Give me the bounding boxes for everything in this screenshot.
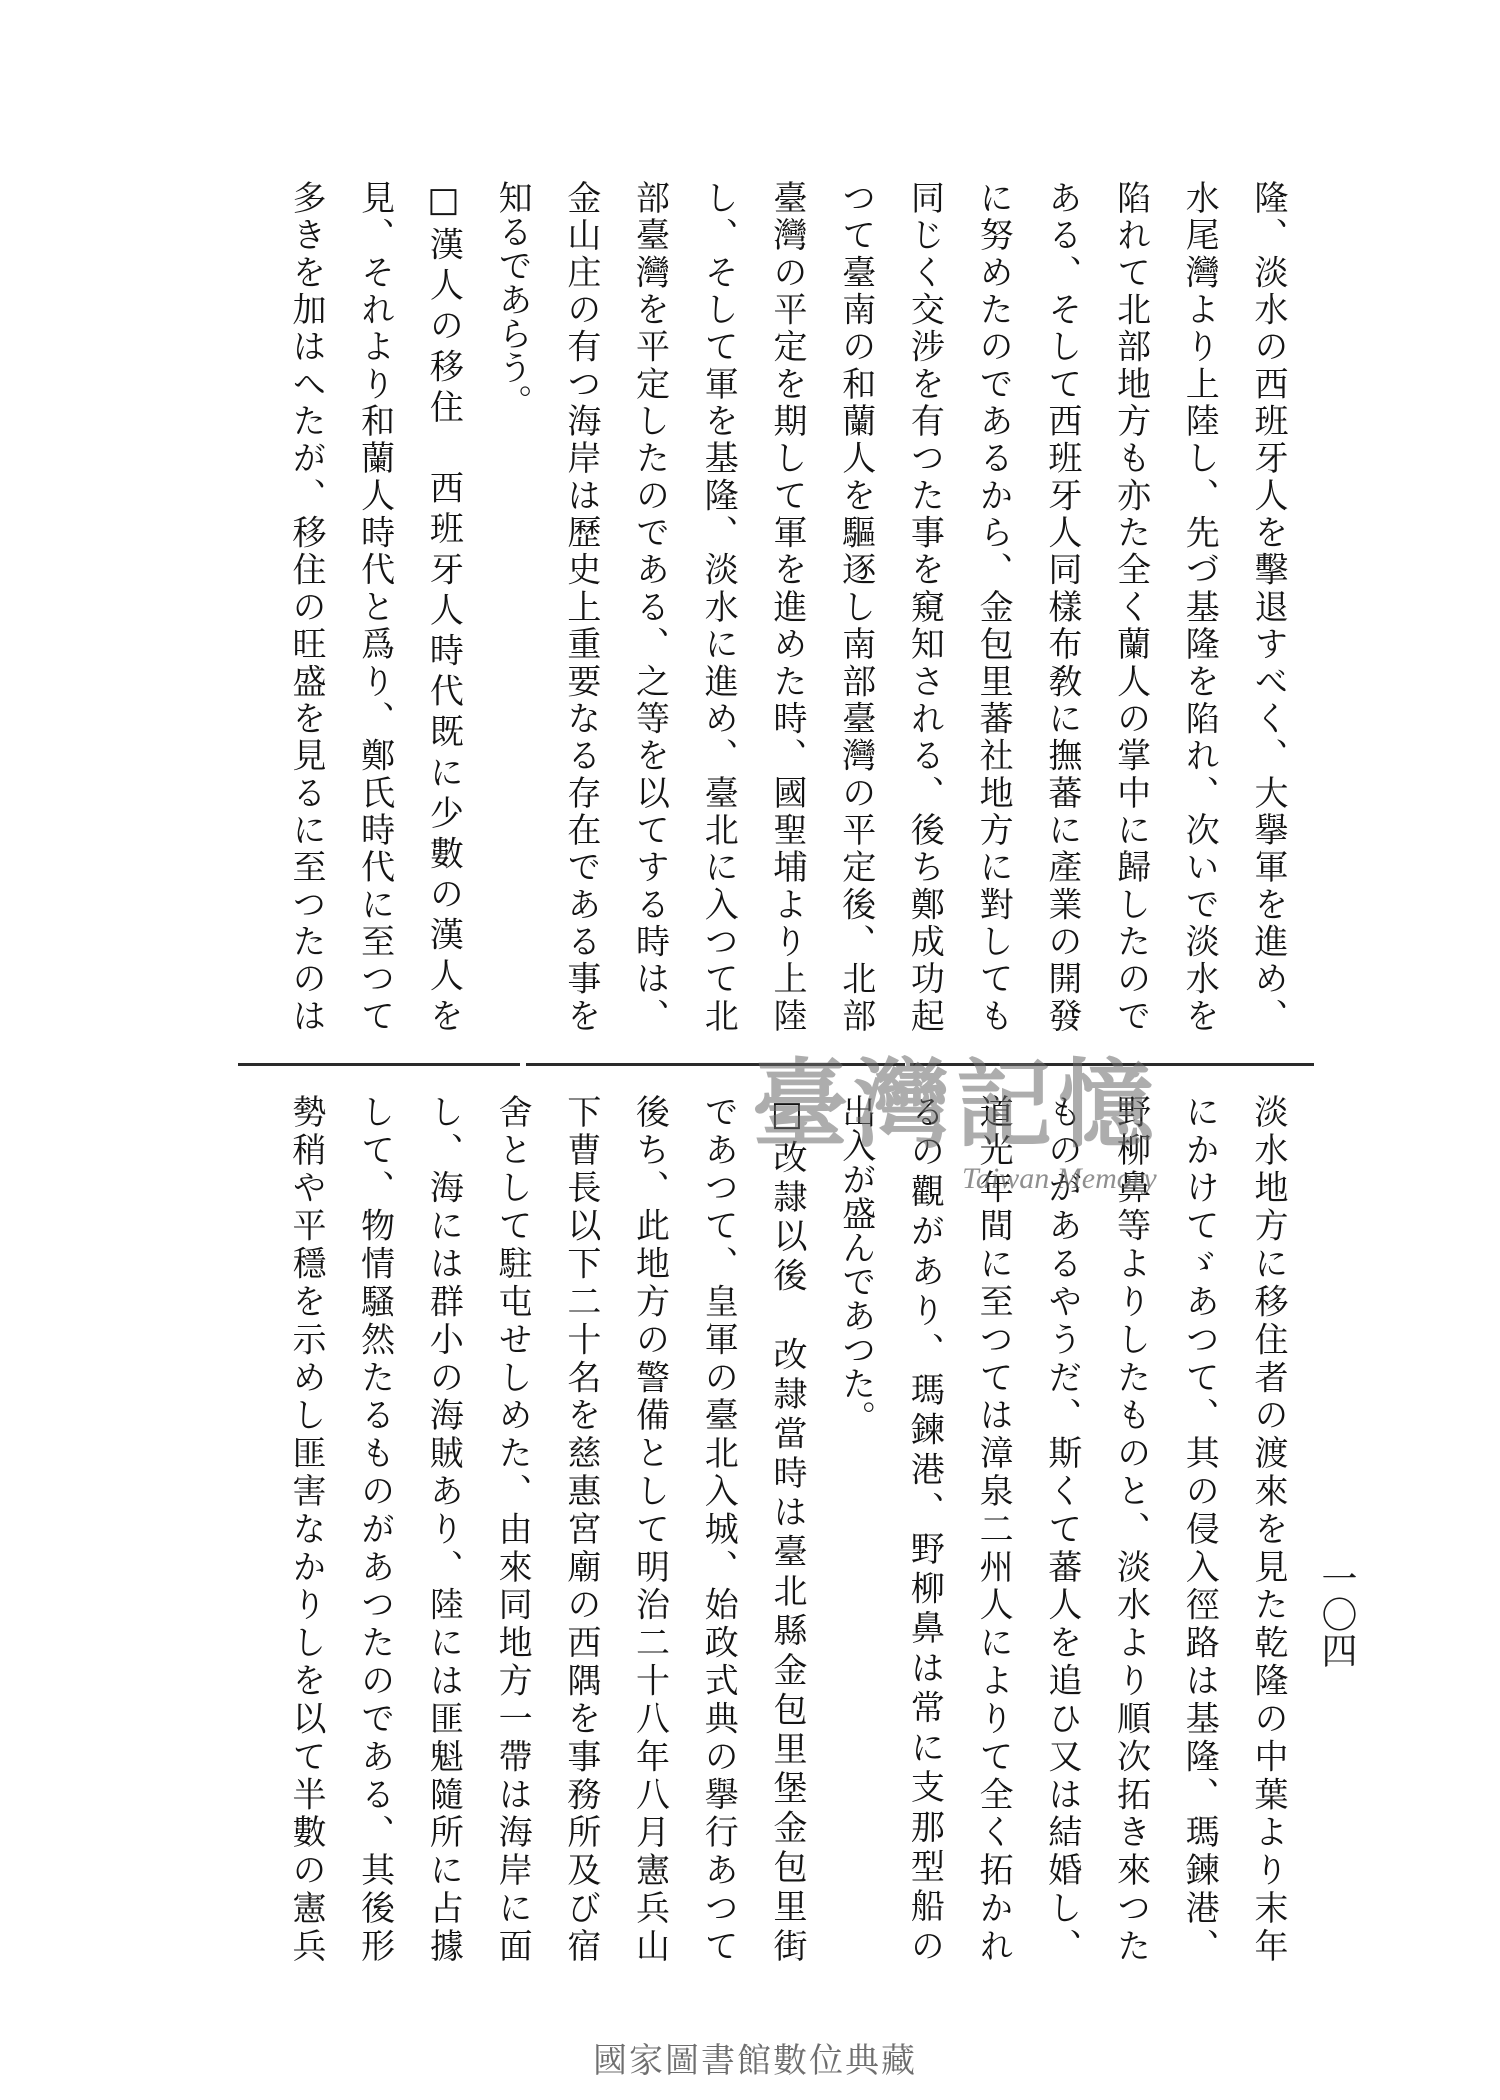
text-column: 道光年間に至つては漳泉二州人によりて全く拓かれ [973,1094,1014,1962]
text-column: に努めたのであるから、金包里蕃社地方に對しても [973,180,1014,1032]
upper-tier [271,180,1302,1032]
text-column: 隆、淡水の西班牙人を擊退すべく、大擧軍を進め、 [1248,180,1288,1032]
text-column: ある、そして西班牙人同樣布敎に撫蕃に產業の開發 [1041,180,1082,1032]
text-column: 勢稍や平穩を示めし匪害なかりしを以て半數の憲兵 [285,1094,326,1962]
text-column: 後ち、此地方の警備として明治二十八年八月憲兵山 [629,1094,670,1962]
lower-tier [271,1094,1302,1962]
footer-credit: 國家圖書館數位典藏 [593,2041,917,2081]
section-heading-column: □改隷以後 改隷當時は臺北縣金包里堡金包里街 [766,1094,807,1962]
text-column: 下曹長以下二十名を慈惠宮廟の西隅を事務所及び宿 [560,1094,601,1962]
text-column: ものがあるやうだ、斯くて蕃人を追ひ又は結婚し、 [1041,1094,1082,1962]
text-column: 見、それより和蘭人時代と爲り、鄭氏時代に至つて [354,180,395,1032]
text-column: 知るであらう。 [492,180,533,418]
text-column: 出入が盛んであつた。 [835,1094,876,1434]
text-column: 同じく交涉を有つた事を窺知される、後ち鄭成功起 [904,180,945,1032]
text-column: 部臺灣を平定したのである、之等を以てする時は、 [629,180,670,1032]
text-column: 淡水地方に移住者の渡來を見た乾隆の中葉より末年 [1248,1094,1288,1962]
divider-break [905,1061,910,1068]
text-column: 金山庄の有つ海岸は歷史上重要なる存在である事を [560,180,601,1032]
text-column: 舍として駐屯せしめた、由來同地方一帶は海岸に面 [492,1094,533,1962]
text-column: るの觀があり、瑪鍊港、野柳鼻は常に支那型船の [904,1094,945,1962]
text-column: であつて、皇軍の臺北入城、始政式典の擧行あつて [698,1094,739,1962]
text-column: し、海には群小の海賊あり、陸には匪魁隨所に占據 [423,1094,464,1962]
tier-divider [238,1063,1314,1066]
page-number: 一〇四 [1316,1560,1357,1668]
text-column: つて臺南の和蘭人を驅逐し南部臺灣の平定後、北部 [835,180,876,1032]
text-column: にかけてゞあつて、其の侵入徑路は基隆、瑪鍊港、 [1179,1094,1220,1962]
text-column: 臺灣の平定を期して軍を進めた時、國聖埔より上陸 [766,180,807,1032]
text-column: 陷れて北部地方も亦た全く蘭人の掌中に歸したので [1110,180,1151,1032]
text-column: して、物情騷然たるものがあつたのである、其後形 [354,1094,395,1962]
text-column: 水尾灣より上陸し、先づ基隆を陷れ、次いで淡水を [1179,180,1220,1032]
watermark-title: 臺灣記憶 [752,1048,1160,1161]
section-heading-column: □漢人の移住 西班牙人時代既に少數の漢人を [423,180,464,1032]
text-column: 多きを加はへたが、移住の旺盛を見るに至つたのは [285,180,326,1032]
watermark-subtitle: Taiwan Memory [962,1162,1157,1195]
text-column: し、そして軍を基隆、淡水に進め、臺北に入つて北 [698,180,739,1032]
divider-break [520,1061,526,1068]
text-column: 野柳鼻等よりしたものと、淡水より順次拓き來つた [1110,1094,1151,1962]
